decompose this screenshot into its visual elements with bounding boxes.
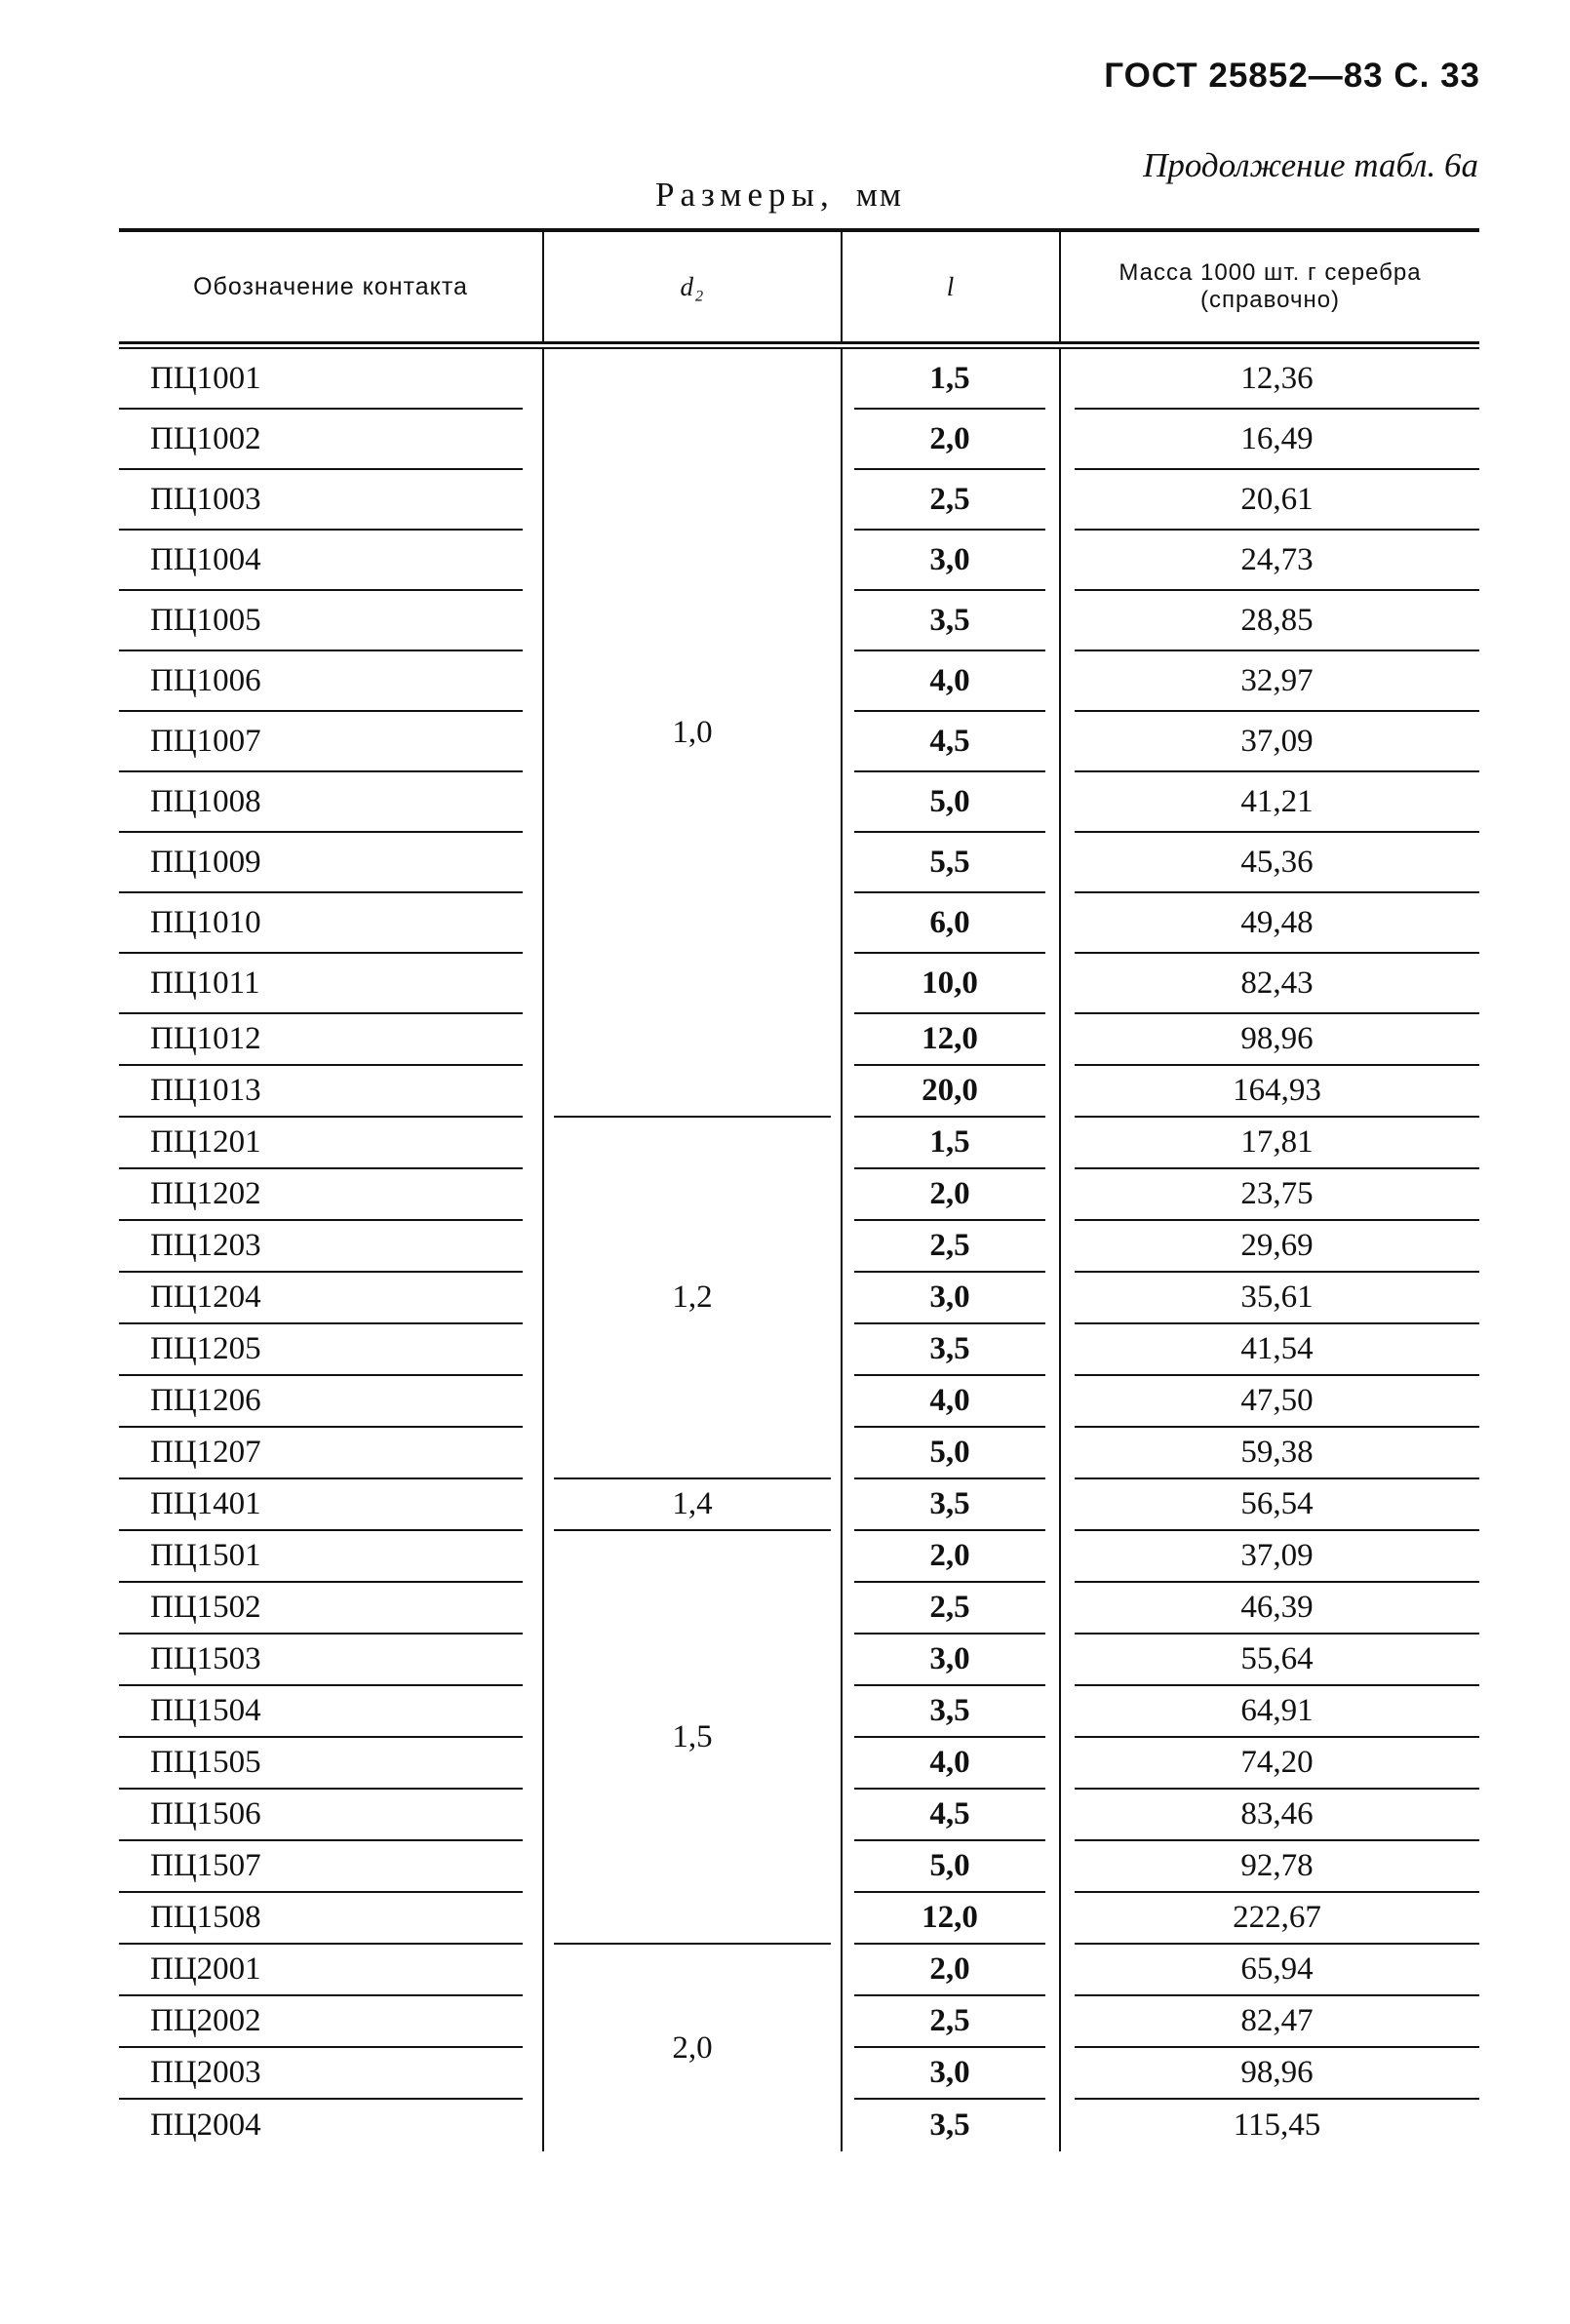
designation-cell: ПЦ1508: [119, 1893, 523, 1945]
designation-cell: ПЦ1401: [119, 1479, 523, 1531]
l-cell: 2,5: [854, 1996, 1045, 2048]
designation-cell: ПЦ1010: [119, 893, 523, 954]
mass-cell: 37,09: [1075, 1531, 1479, 1583]
l-cell: 3,0: [854, 531, 1045, 591]
column-d2: [542, 349, 841, 2151]
designation-cell: ПЦ1009: [119, 833, 523, 893]
l-cell: 2,5: [854, 1583, 1045, 1635]
designation-cell: ПЦ1202: [119, 1169, 523, 1221]
mass-cell: 59,38: [1075, 1428, 1479, 1479]
designation-cell: ПЦ1006: [119, 651, 523, 712]
designation-cell: ПЦ1507: [119, 1841, 523, 1893]
column-mass: [1059, 349, 1479, 2151]
mass-cell: 92,78: [1075, 1841, 1479, 1893]
d2-group-cell: 1,5: [554, 1531, 831, 1945]
l-cell: 2,0: [854, 410, 1045, 470]
mass-cell: 83,46: [1075, 1790, 1479, 1841]
table-header: [119, 232, 1479, 341]
mass-cell: 37,09: [1075, 712, 1479, 772]
l-cell: 4,5: [854, 1790, 1045, 1841]
designation-cell: ПЦ1501: [119, 1531, 523, 1583]
table-continuation-label: Продолжение табл. 6а: [1143, 146, 1478, 184]
designation-cell: ПЦ2002: [119, 1996, 523, 2048]
l-cell: 5,0: [854, 1428, 1045, 1479]
mass-cell: 115,45: [1233, 2107, 1321, 2143]
l-cell: 5,5: [854, 833, 1045, 893]
units-label: Размеры,: [655, 176, 835, 214]
mass-cell: 17,81: [1075, 1118, 1479, 1169]
l-cell: 2,5: [854, 470, 1045, 531]
l-cell: 5,0: [854, 772, 1045, 833]
designation-cell: ПЦ1207: [119, 1428, 523, 1479]
designation-cell: ПЦ1007: [119, 712, 523, 772]
mass-cell: 82,43: [1075, 954, 1479, 1014]
header-d2: d₂: [542, 232, 841, 341]
l-cell: 2,0: [854, 1169, 1045, 1221]
mass-cell: 28,85: [1075, 591, 1479, 651]
designation-cell: ПЦ1013: [119, 1066, 523, 1118]
mass-cell: 16,49: [1075, 410, 1479, 470]
l-cell: 4,0: [854, 1738, 1045, 1790]
column-designation: [119, 349, 542, 2151]
l-cell: 6,0: [854, 893, 1045, 954]
d2-group-cell: 1,4: [554, 1479, 831, 1531]
designation-cell: ПЦ1001: [119, 349, 523, 410]
mass-cell: 45,36: [1075, 833, 1479, 893]
column-l: [841, 349, 1059, 2151]
designation-cell: ПЦ1503: [119, 1635, 523, 1686]
designation-cell: ПЦ1205: [119, 1324, 523, 1376]
l-cell: 1,5: [854, 1118, 1045, 1169]
designation-cell: ПЦ2001: [119, 1945, 523, 1996]
mass-cell: 65,94: [1075, 1945, 1479, 1996]
l-cell: 3,5: [854, 1686, 1045, 1738]
header-designation: Обозначение контакта: [193, 272, 468, 300]
l-cell: 3,5: [854, 1479, 1045, 1531]
l-cell: 4,5: [854, 712, 1045, 772]
designation-cell: ПЦ2003: [119, 2048, 523, 2100]
designation-cell: ПЦ1505: [119, 1738, 523, 1790]
mass-cell: 55,64: [1075, 1635, 1479, 1686]
l-cell: 1,5: [854, 349, 1045, 410]
units-value: мм: [855, 176, 904, 214]
mass-cell: 29,69: [1075, 1221, 1479, 1273]
l-cell: 3,5: [854, 591, 1045, 651]
designation-cell: ПЦ1008: [119, 772, 523, 833]
l-cell: 2,0: [854, 1531, 1045, 1583]
mass-cell: 64,91: [1075, 1686, 1479, 1738]
mass-cell: 46,39: [1075, 1583, 1479, 1635]
designation-cell: ПЦ1004: [119, 531, 523, 591]
mass-cell: 41,54: [1075, 1324, 1479, 1376]
designation-cell: ПЦ1206: [119, 1376, 523, 1428]
mass-cell: 12,36: [1075, 349, 1479, 410]
mass-cell: 98,96: [1075, 2048, 1479, 2100]
mass-cell: 98,96: [1075, 1014, 1479, 1066]
l-cell: 12,0: [854, 1014, 1045, 1066]
designation-cell: ПЦ1003: [119, 470, 523, 531]
header-mass: Масса 1000 шт. г серебра (справочно): [1059, 232, 1479, 341]
mass-cell: 164,93: [1075, 1066, 1479, 1118]
mass-cell: 82,47: [1075, 1996, 1479, 2048]
mass-cell: 41,21: [1075, 772, 1479, 833]
mass-cell: 32,97: [1075, 651, 1479, 712]
l-cell: 4,0: [854, 651, 1045, 712]
l-cell: 3,0: [854, 1273, 1045, 1324]
units-caption: [655, 176, 903, 215]
mass-cell: 74,20: [1075, 1738, 1479, 1790]
l-cell: 12,0: [854, 1893, 1045, 1945]
designation-cell: ПЦ1011: [119, 954, 523, 1014]
d2-group-cell: 1,0: [554, 349, 831, 1118]
d2-group-cell: 2,0: [672, 2029, 713, 2066]
designation-cell: ПЦ2004: [150, 2107, 261, 2143]
l-cell: 3,0: [854, 2048, 1045, 2100]
mass-cell: 222,67: [1075, 1893, 1479, 1945]
header-double-rule: [119, 341, 1479, 349]
d2-group-cell: 1,2: [554, 1118, 831, 1479]
l-cell: 3,5: [854, 1324, 1045, 1376]
l-cell: 10,0: [854, 954, 1045, 1014]
mass-cell: 23,75: [1075, 1169, 1479, 1221]
page-header: ГОСТ 25852—83 С. 33: [1104, 57, 1480, 95]
l-cell: 3,0: [854, 1635, 1045, 1686]
designation-cell: ПЦ1002: [119, 410, 523, 470]
designation-cell: ПЦ1504: [119, 1686, 523, 1738]
designation-cell: ПЦ1502: [119, 1583, 523, 1635]
contacts-table: [119, 228, 1479, 2151]
mass-cell: 47,50: [1075, 1376, 1479, 1428]
mass-cell: 56,54: [1075, 1479, 1479, 1531]
mass-cell: 24,73: [1075, 531, 1479, 591]
table-body: [119, 349, 1479, 2151]
mass-cell: 35,61: [1075, 1273, 1479, 1324]
l-cell: 2,5: [854, 1221, 1045, 1273]
designation-cell: ПЦ1203: [119, 1221, 523, 1273]
designation-cell: ПЦ1201: [119, 1118, 523, 1169]
header-l: l: [841, 232, 1059, 341]
designation-cell: ПЦ1204: [119, 1273, 523, 1324]
l-cell: 5,0: [854, 1841, 1045, 1893]
designation-cell: ПЦ1005: [119, 591, 523, 651]
l-cell: 2,0: [854, 1945, 1045, 1996]
l-cell: 4,0: [854, 1376, 1045, 1428]
l-cell: 3,5: [929, 2107, 970, 2143]
mass-cell: 49,48: [1075, 893, 1479, 954]
l-cell: 20,0: [854, 1066, 1045, 1118]
designation-cell: ПЦ1506: [119, 1790, 523, 1841]
mass-cell: 20,61: [1075, 470, 1479, 531]
designation-cell: ПЦ1012: [119, 1014, 523, 1066]
